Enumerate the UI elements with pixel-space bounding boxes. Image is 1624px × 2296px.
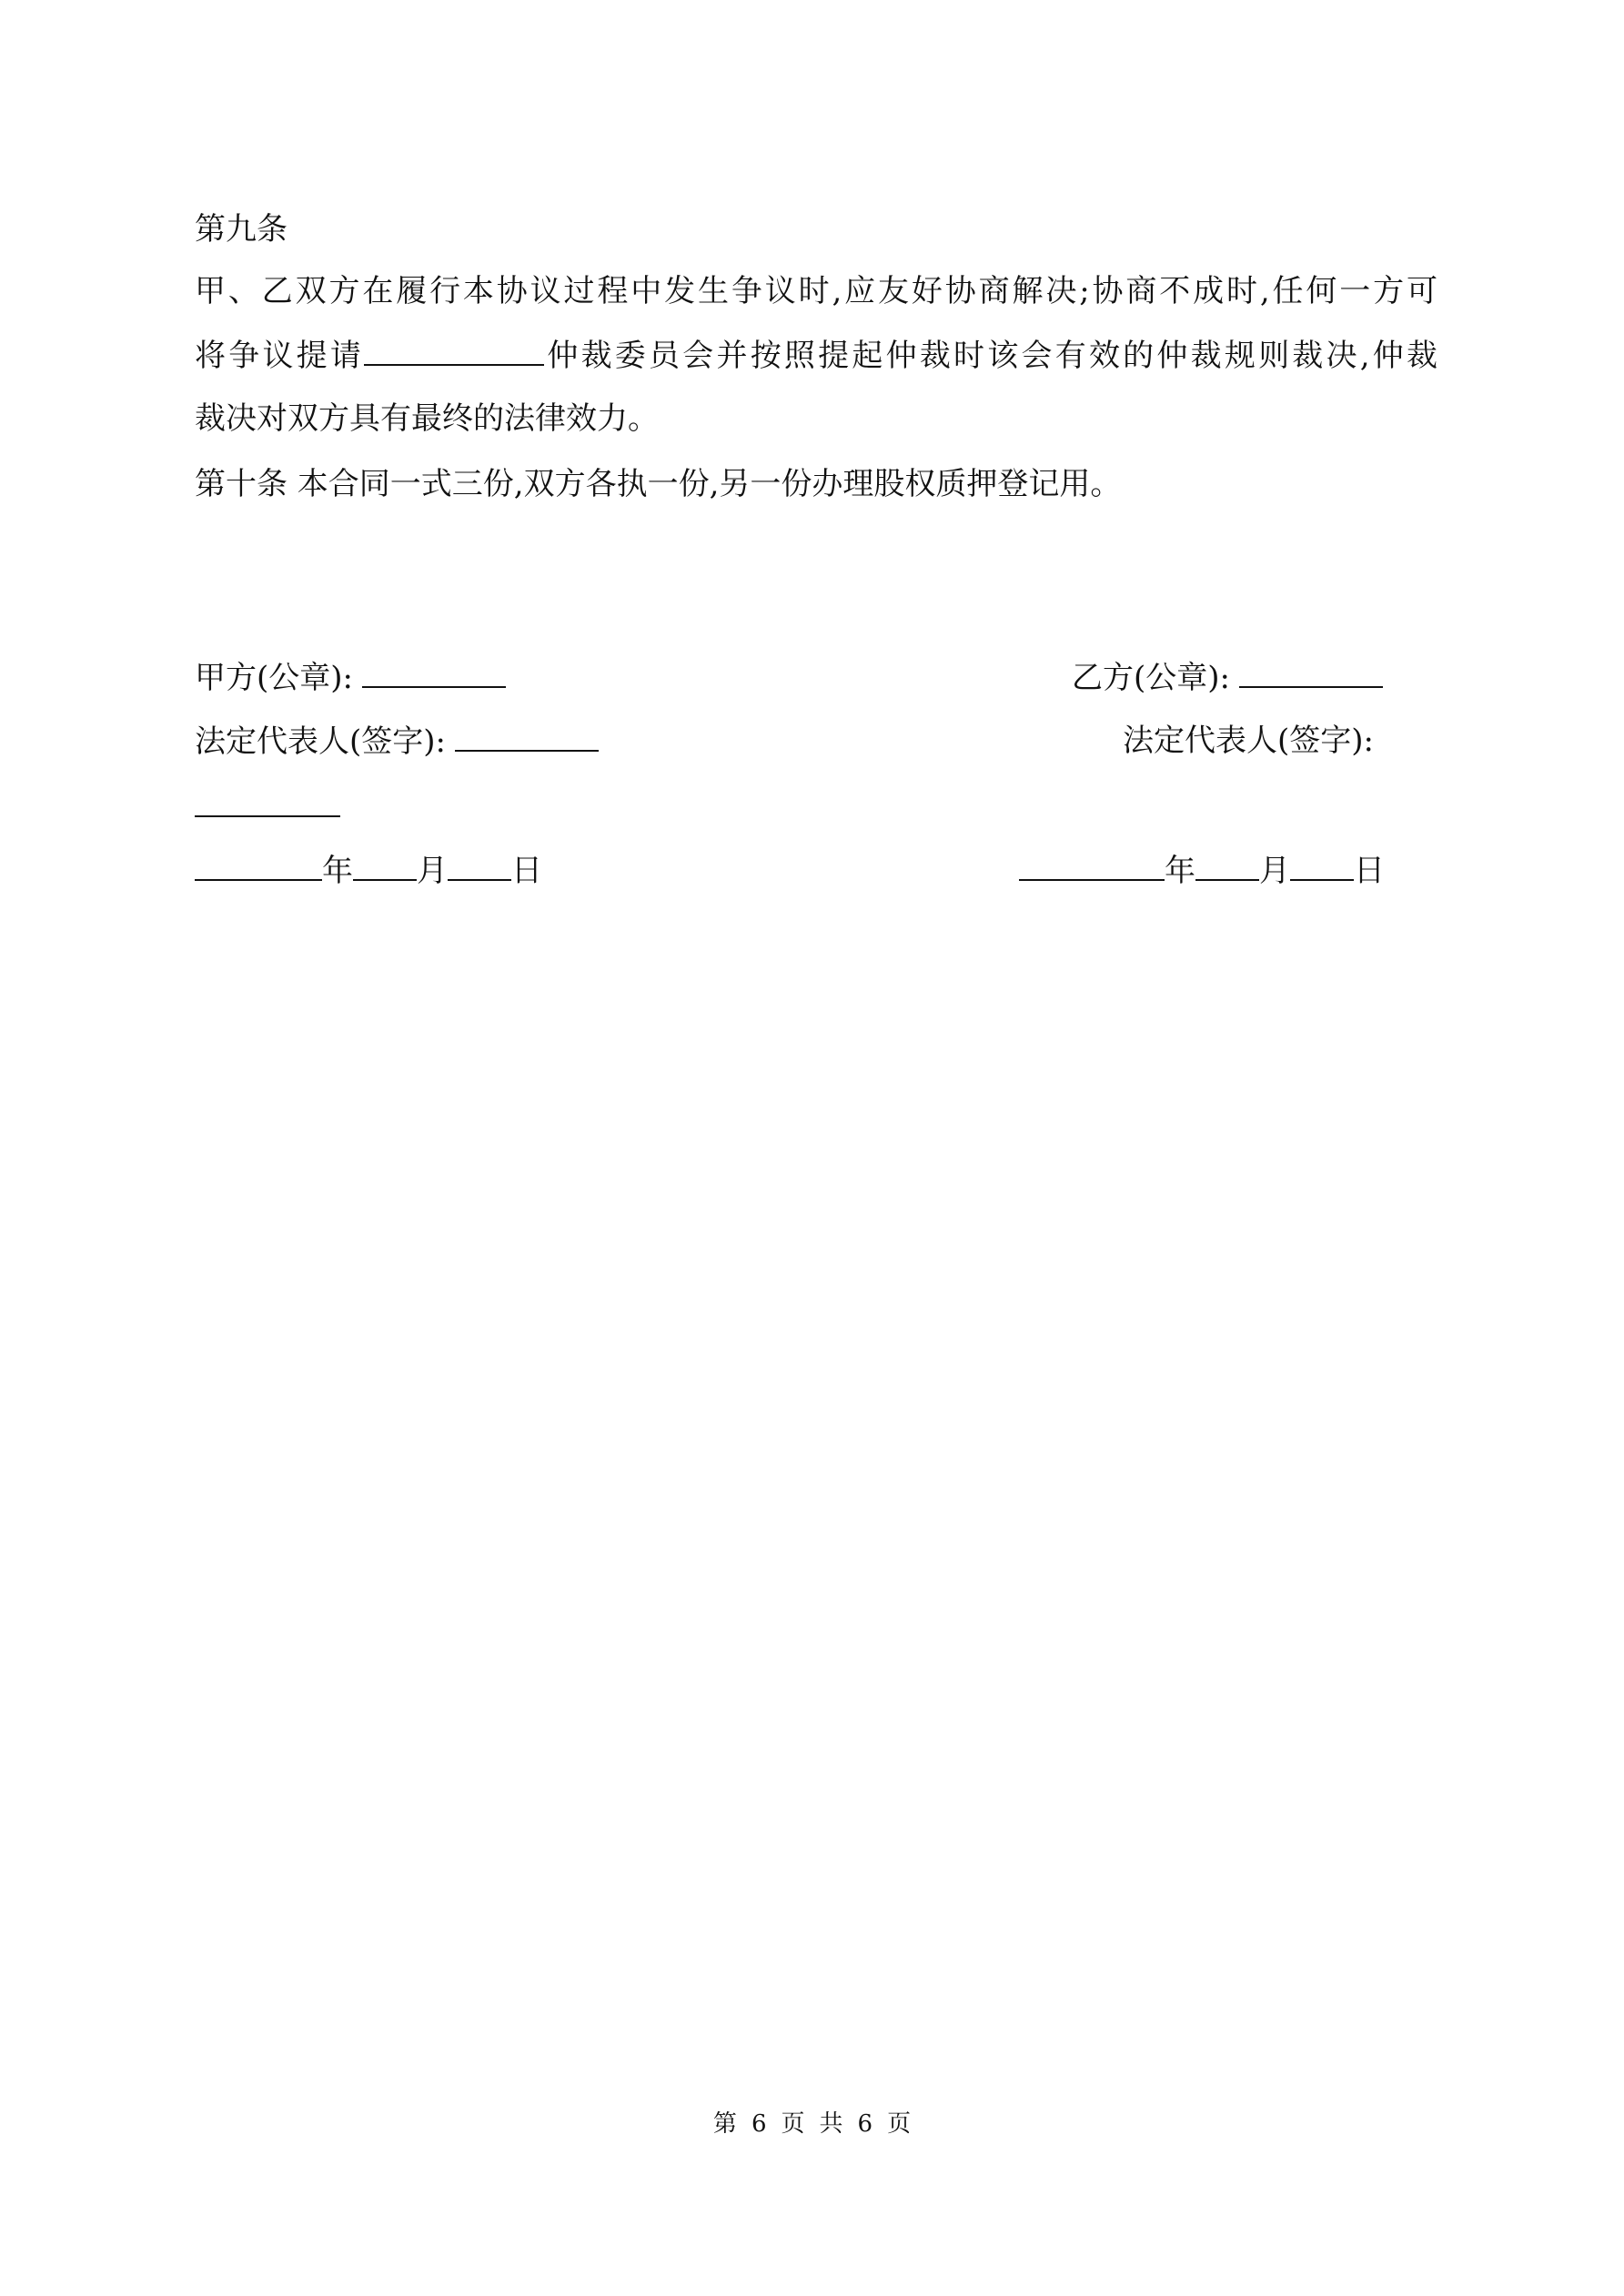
footer-page-word: 页 <box>781 2110 805 2138</box>
party-a-day-label: 日 <box>511 853 542 889</box>
article-9-heading: 第九条 <box>195 211 287 248</box>
party-b-rep-blank-wrapped <box>195 788 340 825</box>
party-a-year-label: 年 <box>322 853 353 889</box>
party-a-seal-label: 甲方(公章): <box>195 660 353 696</box>
party-b-day-label: 日 <box>1354 853 1385 889</box>
article-9-line-2 <box>195 337 1437 374</box>
party-b-day-blank <box>1290 852 1354 881</box>
article-9-line-3: 裁决对双方具有最终的法律效力。 <box>195 400 659 437</box>
footer-total-word: 共 <box>819 2110 843 2138</box>
party-b-month-label: 月 <box>1259 853 1290 889</box>
party-b-year-label: 年 <box>1165 853 1195 889</box>
party-b-month-blank <box>1195 852 1259 881</box>
party-b-seal <box>1072 659 1383 696</box>
party-a-seal-blank <box>362 659 506 688</box>
page-number-footer <box>0 2109 1624 2139</box>
party-b-seal-blank <box>1239 659 1383 688</box>
party-a-representative <box>195 723 599 760</box>
party-b-year-blank <box>1019 852 1165 881</box>
party-a-rep-label: 法定代表人(签字): <box>195 723 446 760</box>
footer-current-page: 6 <box>751 2110 767 2138</box>
party-b-rep-blank <box>195 788 340 817</box>
article-10: 第十条 本合同一式三份,双方各执一份,另一份办理股权质押登记用。 <box>195 466 1122 502</box>
footer-total-pages: 6 <box>857 2110 873 2138</box>
article-9-line-2-start: 将争议提请 <box>195 338 365 374</box>
party-a-year-blank <box>195 852 322 881</box>
party-b-representative <box>1123 723 1374 759</box>
party-a-day-blank <box>448 852 511 881</box>
party-a-month-blank <box>353 852 417 881</box>
arbitration-commission-blank <box>364 337 544 366</box>
party-a-month-label: 月 <box>417 853 448 889</box>
article-9-line-2-end: 仲裁委员会并按照提起仲裁时该会有效的仲裁规则裁决,仲裁 <box>544 338 1437 374</box>
party-a-rep-blank <box>455 723 599 752</box>
article-9-line-1: 甲、乙双方在履行本协议过程中发生争议时,应友好协商解决;协商不成时,任何一方可 <box>195 273 1437 309</box>
footer-suffix: 页 <box>887 2110 912 2138</box>
party-b-rep-label: 法定代表人(签字): <box>1123 723 1374 759</box>
party-a-seal <box>195 659 506 696</box>
party-b-date <box>1019 852 1385 889</box>
footer-prefix: 第 <box>712 2110 737 2138</box>
party-a-date <box>195 852 542 889</box>
party-b-seal-label: 乙方(公章): <box>1072 660 1230 696</box>
